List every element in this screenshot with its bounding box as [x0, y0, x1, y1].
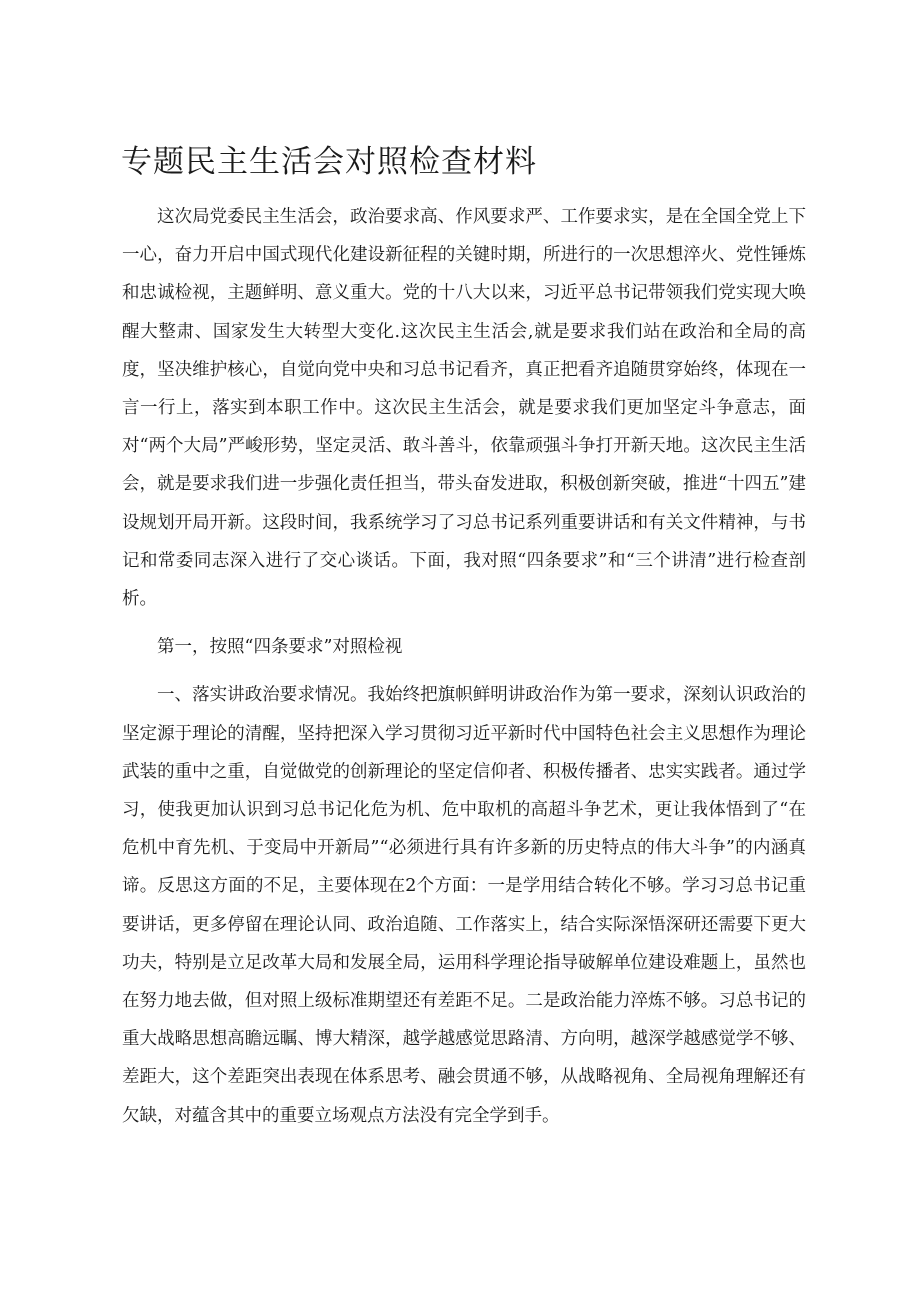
document-title: 专题民主生活会对照检查材料: [121, 144, 537, 180]
section-heading: 第一，按照“四条要求”对照检视: [157, 637, 403, 658]
document-body: [122, 198, 806, 1135]
intro-paragraph: 这次局党委民主生活会，政治要求高、作风要求严、工作要求实，是在全国全党上下一心，奋力开启中国式现代化建设新征程的关键时期，所进行的一次思想淬火、党性锤炼和忠诚检视，主题鲜明、意义重大。党的十八大以来，习近平总书记带领我们党实现大唤醒大整肃、国家发生大转型大变化.这次民主生活会,就是要求我们站在政治和全局的高度，坚决维护核心，自觉向党中央和习总书记看齐，真正把看齐追随贯穿始终，体现在一言一行上，落实到本职工作中。这次民主生活会，就是要求我们更加坚定斗争意志，面对“两个大局”严峻形势，坚定灵活、敢斗善斗，依靠顽强斗争打开新天地。这次民主生活会，就是要求我们进一步强化责任担当，带头奋发进取，积极创新突破，推进“十四五”建设规划开局开新。这段时间，我系统学习了习总书记系列重要讲话和有关文件精神，与书记和常委同志深入进行了交心谈话。下面，我对照“四条要求”和“三个讲清”进行检查剖析。: [122, 207, 806, 610]
section-paragraph: 一、落实讲政治要求情况。我始终把旗帜鲜明讲政治作为第一要求，深刻认识政治的坚定源于理论的清醒，坚持把深入学习贯彻习近平新时代中国特色社会主义思想作为理论武装的重中之重，自觉做党的创新理论的坚定信仰者、积极传播者、忠实实践者。通过学习，使我更加认识到习总书记化危为机、危中取机的高超斗争艺术，更让我体悟到了“在危机中育先机、于变局中开新局”“必须进行具有许多新的历史特点的伟大斗争”的内涵真谛。反思这方面的不足，主要体现在2个方面：一是学用结合转化不够。学习习总书记重要讲话，更多停留在理论认同、政治追随、工作落实上，结合实际深悟深研还需要下更大功夫，特别是立足改革大局和发展全局，运用科学理论指导破解单位建设难题上，虽然也在努力地去做，但对照上级标准期望还有差距不足。二是政治能力淬炼不够。习总书记的重大战略思想高瞻远瞩、博大精深，越学越感觉思路清、方向明，越深学越感觉学不够、差距大，这个差距突出表现在体系思考、融会贯通不够，从战略视角、全局视角理解还有欠缺，对蕴含其中的重要立场观点方法没有完全学到手。: [122, 685, 806, 1126]
